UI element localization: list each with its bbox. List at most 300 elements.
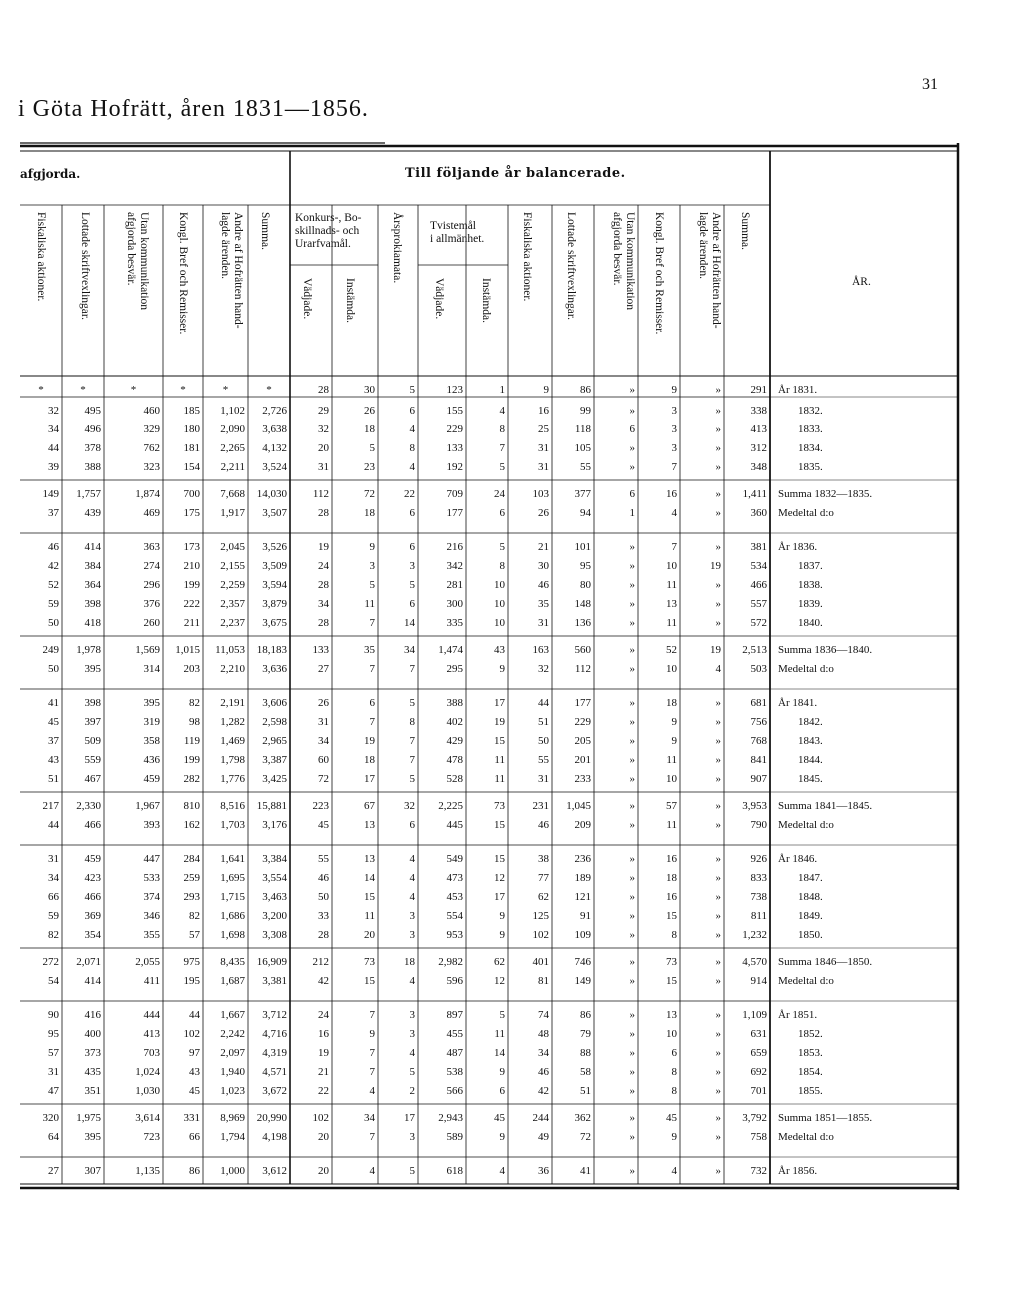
table-cell: 19	[318, 541, 329, 553]
table-cell: 46	[538, 819, 549, 831]
table-cell: 1,015	[175, 644, 200, 656]
table-cell: 7	[409, 754, 415, 766]
table-cell: 533	[143, 872, 160, 884]
table-cell: »	[715, 891, 721, 903]
table-cell: 8	[671, 929, 677, 941]
table-cell: 2,211	[220, 461, 245, 473]
table-cell: 34	[404, 644, 415, 656]
column-header: Kongl. Bref och Remisser.	[177, 212, 189, 335]
table-cell: 6	[409, 819, 415, 831]
table-cell: 33	[318, 910, 329, 922]
table-cell: »	[629, 1112, 635, 1124]
table-cell: 709	[446, 488, 463, 500]
table-cell: 30	[364, 384, 375, 396]
table-cell: 7	[369, 617, 375, 629]
table-cell: 112	[312, 488, 329, 500]
table-cell: 4,132	[262, 442, 287, 454]
table-cell: 296	[143, 579, 160, 591]
table-cell: 9	[369, 541, 375, 553]
table-cell: 528	[446, 773, 463, 785]
table-cell: 177	[446, 507, 463, 519]
table-cell: 3	[409, 929, 415, 941]
table-cell: 31	[538, 461, 549, 473]
year-label: Medeltal d:o	[778, 663, 834, 675]
table-cell: 3,614	[135, 1112, 160, 1124]
table-cell: 364	[84, 579, 101, 591]
table-cell: »	[629, 644, 635, 656]
table-cell: 73	[494, 800, 505, 812]
table-cell: 54	[48, 975, 59, 987]
table-cell: »	[715, 405, 721, 417]
table-cell: 212	[312, 956, 329, 968]
table-cell: 703	[143, 1047, 160, 1059]
table-cell: 7	[369, 1047, 375, 1059]
table-cell: 148	[574, 598, 591, 610]
table-cell: »	[629, 773, 635, 785]
table-cell: 32	[404, 800, 415, 812]
group-header-left: afgjorda.	[20, 167, 81, 181]
table-cell: 3	[409, 560, 415, 572]
table-cell: 97	[189, 1047, 200, 1059]
year-label: 1840.	[798, 617, 823, 629]
table-cell: 175	[183, 507, 200, 519]
table-cell: 4	[715, 663, 721, 675]
table-cell: 62	[494, 956, 505, 968]
table-cell: »	[629, 461, 635, 473]
table-cell: 199	[183, 754, 200, 766]
table-cell: 101	[574, 541, 591, 553]
table-cell: »	[629, 560, 635, 572]
table-cell: 18	[364, 754, 375, 766]
table-cell: 833	[750, 872, 767, 884]
table-cell: »	[629, 975, 635, 987]
table-cell: 16	[318, 1028, 329, 1040]
table-cell: 445	[446, 819, 463, 831]
table-cell: 80	[580, 579, 591, 591]
table-cell: 4	[671, 1165, 677, 1177]
year-label: 1844.	[798, 754, 823, 766]
table-cell: 2	[409, 1085, 415, 1097]
table-cell: 31	[318, 461, 329, 473]
table-cell: 3	[671, 442, 677, 454]
table-cell: 487	[446, 1047, 463, 1059]
table-cell: 1,776	[220, 773, 245, 785]
table-cell: 41	[580, 1165, 591, 1177]
table-cell: 1,024	[135, 1066, 160, 1078]
table-cell: 236	[574, 853, 591, 865]
table-cell: »	[715, 1028, 721, 1040]
table-cell: 6	[499, 507, 505, 519]
table-cell: 216	[446, 541, 463, 553]
table-cell: 5	[499, 541, 505, 553]
table-cell: 199	[183, 579, 200, 591]
table-cell: 45	[189, 1085, 200, 1097]
table-cell: 329	[143, 423, 160, 435]
table-cell: 338	[750, 405, 767, 417]
table-cell: 2,045	[220, 541, 245, 553]
table-cell: 189	[574, 872, 591, 884]
table-cell: 90	[48, 1009, 59, 1021]
table-cell: 28	[318, 507, 329, 519]
table-cell: 429	[446, 735, 463, 747]
table-cell: 9	[499, 929, 505, 941]
column-header: Summa.	[259, 212, 271, 251]
table-cell: 378	[84, 442, 101, 454]
table-cell: 57	[48, 1047, 59, 1059]
table-cell: 3,381	[262, 975, 287, 987]
table-cell: 27	[318, 663, 329, 675]
table-cell: 109	[574, 929, 591, 941]
table-cell: 469	[143, 507, 160, 519]
table-cell: 369	[84, 910, 101, 922]
table-cell: 15	[364, 975, 375, 987]
table-cell: 439	[84, 507, 101, 519]
table-cell: 233	[574, 773, 591, 785]
year-label: 1842.	[798, 716, 823, 728]
table-cell: 72	[580, 1131, 591, 1143]
table-cell: »	[629, 872, 635, 884]
table-cell: 282	[183, 773, 200, 785]
table-cell: 3,384	[262, 853, 287, 865]
table-cell: 692	[750, 1066, 767, 1078]
table-cell: 112	[574, 663, 591, 675]
table-cell: 26	[364, 405, 375, 417]
year-label: Medeltal d:o	[778, 819, 834, 831]
table-cell: 37	[48, 507, 59, 519]
column-header: Summa.	[739, 212, 751, 251]
table-cell: 49	[538, 1131, 549, 1143]
column-header: Andre af Hofrätten hand- lagde ärenden.	[219, 212, 244, 329]
table-cell: 3,200	[262, 910, 287, 922]
table-cell: 281	[446, 579, 463, 591]
table-cell: 46	[538, 1066, 549, 1078]
table-cell: 2,330	[76, 800, 101, 812]
year-label: Medeltal d:o	[778, 975, 834, 987]
table-cell: 177	[574, 697, 591, 709]
table-cell: 4	[409, 975, 415, 987]
table-cell: 123	[446, 384, 463, 396]
table-cell: 11	[666, 579, 677, 591]
table-cell: 13	[666, 1009, 677, 1021]
table-cell: 46	[318, 872, 329, 884]
table-cell: »	[715, 872, 721, 884]
table-cell: 2,726	[262, 405, 287, 417]
table-cell: 374	[143, 891, 160, 903]
table-cell: 136	[574, 617, 591, 629]
table-cell: 453	[446, 891, 463, 903]
table-cell: 1	[629, 507, 635, 519]
table-cell: 1,569	[135, 644, 160, 656]
table-cell: 907	[750, 773, 767, 785]
table-cell: 413	[750, 423, 767, 435]
table-cell: 1,798	[220, 754, 245, 766]
table-cell: 44	[48, 819, 59, 831]
table-cell: 35	[538, 598, 549, 610]
table-cell: »	[629, 1085, 635, 1097]
year-label: 1855.	[798, 1085, 823, 1097]
column-header: Lottade skriftvexlingar.	[79, 212, 91, 320]
table-cell: 185	[183, 405, 200, 417]
table-cell: 373	[84, 1047, 101, 1059]
table-cell: 249	[42, 644, 59, 656]
table-cell: »	[715, 853, 721, 865]
table-cell: 395	[143, 697, 160, 709]
table-cell: 975	[183, 956, 200, 968]
table-cell: 30	[538, 560, 549, 572]
table-cell: 3	[409, 1009, 415, 1021]
table-cell: 223	[312, 800, 329, 812]
table-cell: 1,703	[220, 819, 245, 831]
table-cell: 810	[183, 800, 200, 812]
table-cell: 12	[494, 975, 505, 987]
table-cell: 29	[318, 405, 329, 417]
table-cell: 738	[750, 891, 767, 903]
table-cell: 7	[369, 663, 375, 675]
table-cell: 45	[666, 1112, 677, 1124]
table-cell: *	[80, 384, 86, 396]
table-cell: 4	[409, 1047, 415, 1059]
table-cell: 244	[532, 1112, 549, 1124]
table-cell: 11	[666, 754, 677, 766]
table-cell: *	[38, 384, 44, 396]
table-cell: 435	[84, 1066, 101, 1078]
table-cell: 8	[671, 1066, 677, 1078]
table-cell: 125	[532, 910, 549, 922]
table-cell: »	[629, 663, 635, 675]
table-cell: 16	[666, 488, 677, 500]
table-cell: 259	[183, 872, 200, 884]
table-cell: 2,943	[438, 1112, 463, 1124]
table-cell: 180	[183, 423, 200, 435]
table-cell: 307	[84, 1165, 101, 1177]
column-header: Fiskaliska aktioner.	[521, 212, 533, 302]
table-cell: 28	[318, 384, 329, 396]
table-cell: 1,967	[135, 800, 160, 812]
table-cell: 181	[183, 442, 200, 454]
table-cell: 81	[538, 975, 549, 987]
table-cell: 103	[532, 488, 549, 500]
table-cell: 16	[666, 853, 677, 865]
table-cell: 414	[84, 975, 101, 987]
table-cell: »	[715, 1066, 721, 1078]
table-cell: 88	[580, 1047, 591, 1059]
table-cell: 9	[671, 1131, 677, 1143]
table-cell: 2,191	[220, 697, 245, 709]
table-cell: 1,667	[220, 1009, 245, 1021]
table-cell: 98	[189, 716, 200, 728]
table-cell: 18	[364, 423, 375, 435]
table-cell: 50	[318, 891, 329, 903]
group-header-right: Till följande år balancerade.	[405, 166, 626, 181]
table-cell: 3,387	[262, 754, 287, 766]
table-cell: 66	[48, 891, 59, 903]
table-cell: 82	[48, 929, 59, 941]
column-header: Utan kommunikation afgjorda besvär.	[611, 212, 636, 311]
table-cell: 73	[364, 956, 375, 968]
table-cell: 398	[84, 598, 101, 610]
table-cell: 195	[183, 975, 200, 987]
table-cell: 455	[446, 1028, 463, 1040]
table-cell: 2,237	[220, 617, 245, 629]
table-cell: 2,242	[220, 1028, 245, 1040]
year-label: År 1846.	[778, 853, 818, 865]
table-cell: 119	[183, 735, 200, 747]
year-label: 1834.	[798, 442, 823, 454]
column-header: Instämda.	[344, 278, 356, 324]
table-cell: 414	[84, 541, 101, 553]
table-cell: *	[180, 384, 186, 396]
table-cell: 10	[666, 1028, 677, 1040]
table-cell: »	[715, 956, 721, 968]
year-label: 1854.	[798, 1066, 823, 1078]
table-cell: 557	[750, 598, 767, 610]
table-cell: »	[715, 1047, 721, 1059]
table-cell: 9	[499, 1066, 505, 1078]
table-cell: 1,109	[742, 1009, 767, 1021]
table-cell: 205	[574, 735, 591, 747]
table-cell: »	[629, 579, 635, 591]
table-cell: 59	[48, 910, 59, 922]
table-cell: 28	[318, 929, 329, 941]
table-cell: 6	[629, 423, 635, 435]
table-cell: 5	[499, 1009, 505, 1021]
table-cell: 51	[48, 773, 59, 785]
table-cell: 572	[750, 617, 767, 629]
table-cell: 31	[48, 1066, 59, 1078]
table-cell: 201	[574, 754, 591, 766]
table-cell: 3,594	[262, 579, 287, 591]
table-cell: 48	[538, 1028, 549, 1040]
table-cell: 173	[183, 541, 200, 553]
table-cell: 95	[48, 1028, 59, 1040]
table-cell: 24	[318, 1009, 329, 1021]
table-cell: »	[629, 929, 635, 941]
table-cell: 42	[48, 560, 59, 572]
table-cell: 42	[538, 1085, 549, 1097]
table-cell: 2,965	[262, 735, 287, 747]
table-cell: 60	[318, 754, 329, 766]
table-cell: 20	[364, 929, 375, 941]
table-cell: 64	[48, 1131, 59, 1143]
table-cell: 50	[48, 663, 59, 675]
table-cell: 1,940	[220, 1066, 245, 1078]
tvistemal-header: Tvistemål i allmänhet.	[430, 220, 485, 245]
table-cell: 31	[538, 773, 549, 785]
table-cell: 560	[574, 644, 591, 656]
year-label: 1843.	[798, 735, 823, 747]
table-cell: 7	[369, 1009, 375, 1021]
table-cell: 460	[143, 405, 160, 417]
table-cell: 12	[494, 872, 505, 884]
table-cell: 18	[364, 507, 375, 519]
table-cell: 6	[499, 1085, 505, 1097]
table-cell: 3,308	[262, 929, 287, 941]
table-cell: 1,687	[220, 975, 245, 987]
table-cell: 3,176	[262, 819, 287, 831]
table-cell: »	[715, 735, 721, 747]
table-cell: 398	[84, 697, 101, 709]
table-cell: 400	[84, 1028, 101, 1040]
table-cell: 38	[538, 853, 549, 865]
table-cell: 6	[409, 598, 415, 610]
table-cell: 34	[48, 423, 59, 435]
table-cell: 274	[143, 560, 160, 572]
table-cell: 4,571	[262, 1066, 287, 1078]
table-cell: 19	[318, 1047, 329, 1059]
table-cell: 17	[404, 1112, 415, 1124]
table-cell: 72	[364, 488, 375, 500]
table-cell: »	[629, 617, 635, 629]
table-cell: 272	[42, 956, 59, 968]
table-cell: 32	[538, 663, 549, 675]
year-label: År 1831.	[778, 384, 818, 396]
table-cell: 1,686	[220, 910, 245, 922]
table-cell: 229	[446, 423, 463, 435]
table-cell: 21	[538, 541, 549, 553]
table-cell: 27	[48, 1165, 59, 1177]
table-cell: 5	[409, 697, 415, 709]
table-cell: 9	[543, 384, 549, 396]
table-cell: »	[715, 800, 721, 812]
table-cell: 444	[143, 1009, 160, 1021]
table-cell: 59	[48, 598, 59, 610]
table-cell: »	[715, 1085, 721, 1097]
table-cell: 503	[750, 663, 767, 675]
year-label: 1850.	[798, 929, 823, 941]
table-cell: *	[266, 384, 272, 396]
table-cell: 388	[84, 461, 101, 473]
table-cell: 8,969	[220, 1112, 245, 1124]
table-cell: 4	[499, 1165, 505, 1177]
table-cell: 354	[84, 929, 101, 941]
table-cell: 14	[364, 872, 375, 884]
year-label: 1845.	[798, 773, 823, 785]
table-cell: 155	[446, 405, 463, 417]
table-cell: 74	[538, 1009, 549, 1021]
column-header: Vädjade.	[301, 278, 313, 320]
table-cell: 7	[369, 1066, 375, 1078]
table-cell: 388	[446, 697, 463, 709]
table-cell: »	[715, 598, 721, 610]
year-label: Summa 1841—1845.	[778, 800, 873, 812]
table-cell: 381	[750, 541, 767, 553]
konkurs-header: Konkurs-, Bo- skillnads- och Urarfvamål.	[295, 212, 362, 250]
table-cell: 423	[84, 872, 101, 884]
table-cell: 133	[446, 442, 463, 454]
table-cell: 360	[750, 507, 767, 519]
table-cell: »	[629, 1047, 635, 1059]
table-cell: 397	[84, 716, 101, 728]
table-cell: 35	[364, 644, 375, 656]
table-cell: 466	[84, 819, 101, 831]
table-cell: 32	[48, 405, 59, 417]
table-cell: 897	[446, 1009, 463, 1021]
year-label: Summa 1846—1850.	[778, 956, 873, 968]
table-cell: »	[629, 1028, 635, 1040]
table-cell: 94	[580, 507, 591, 519]
table-cell: 19	[710, 560, 721, 572]
table-cell: 11	[666, 617, 677, 629]
table-cell: 18	[666, 697, 677, 709]
column-header: Fiskaliska aktioner.	[35, 212, 47, 302]
table-cell: 8	[499, 560, 505, 572]
table-cell: 95	[580, 560, 591, 572]
table-cell: 811	[750, 910, 767, 922]
table-cell: 57	[189, 929, 200, 941]
table-cell: 57	[666, 800, 677, 812]
table-cell: 495	[84, 405, 101, 417]
table-cell: 10	[494, 579, 505, 591]
